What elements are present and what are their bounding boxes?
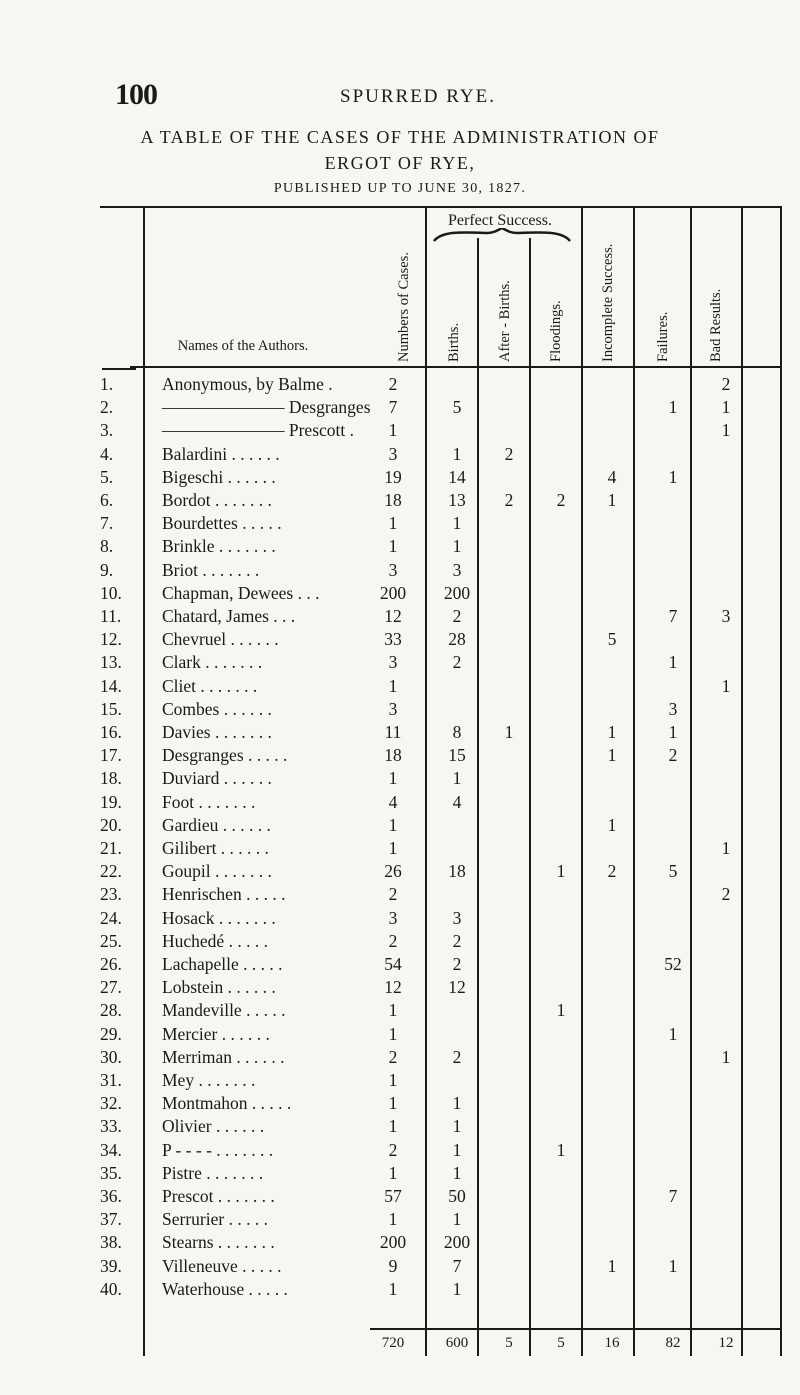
births-value: 8 <box>452 722 462 742</box>
births-value: 2 <box>452 930 462 951</box>
failures-value: 1 <box>668 722 678 742</box>
row-number: 28. <box>100 1000 122 1021</box>
cases-value: 3 <box>388 652 398 673</box>
total-incomplete: 16 <box>604 1335 620 1351</box>
table-row <box>0 814 800 836</box>
births-value: 7 <box>452 1255 462 1276</box>
header-failures: Failures. <box>655 311 671 362</box>
births-value: 2 <box>452 606 462 626</box>
births-value: 1 <box>452 443 462 464</box>
table-row <box>0 628 800 650</box>
author-name: ——————— Desgranges <box>162 397 371 418</box>
table-row <box>0 559 800 581</box>
header-bottom-rule <box>130 366 780 368</box>
header-births: Births. <box>446 322 462 362</box>
births-value: 50 <box>448 1186 466 1206</box>
row-number: 22. <box>100 861 122 882</box>
floodings-value: 1 <box>556 1139 566 1160</box>
cases-value: 1 <box>388 675 398 696</box>
cases-value: 1 <box>388 1070 398 1090</box>
author-name: Waterhouse . . . . . <box>162 1278 288 1299</box>
header-floodings: Floodings. <box>548 300 564 362</box>
births-value: 2 <box>452 1046 462 1067</box>
row-number: 12. <box>100 629 122 650</box>
total-failures: 82 <box>665 1335 681 1351</box>
cases-value: 18 <box>384 490 402 510</box>
table-row <box>0 512 800 534</box>
cases-value: 2 <box>388 1046 398 1067</box>
births-value: 14 <box>448 466 466 487</box>
header-incomplete-success: Incomplete Success. <box>600 243 616 362</box>
cases-value: 19 <box>384 466 402 487</box>
row-number: 20. <box>100 814 122 835</box>
author-name: Bordot . . . . . . . <box>162 490 272 510</box>
author-name: Mey . . . . . . . <box>162 1070 256 1090</box>
cases-value: 9 <box>388 1255 398 1276</box>
bad-results-value: 2 <box>721 374 731 394</box>
cases-value: 18 <box>384 745 402 766</box>
floodings-value: 1 <box>556 1000 566 1021</box>
table-row <box>0 605 800 627</box>
table-top-rule <box>100 206 780 208</box>
cases-value: 7 <box>388 397 398 418</box>
births-value: 3 <box>452 559 462 580</box>
cases-value: 1 <box>388 1162 398 1183</box>
row-number: 37. <box>100 1209 122 1230</box>
row-number: 10. <box>100 582 122 603</box>
bad-results-value: 3 <box>721 606 731 626</box>
table-row <box>0 791 800 813</box>
header-bottom-rule-left <box>102 368 136 370</box>
births-value: 1 <box>452 1162 462 1183</box>
cases-value: 200 <box>379 582 407 603</box>
author-name: Chatard, James . . . <box>162 606 296 626</box>
author-name: Mandeville . . . . . <box>162 1000 286 1021</box>
table-row <box>0 930 800 952</box>
total-cases: 720 <box>381 1335 405 1351</box>
births-value: 28 <box>448 629 466 650</box>
author-name: Briot . . . . . . . <box>162 559 260 580</box>
table-row <box>0 443 800 465</box>
total-floodings: 5 <box>557 1335 565 1351</box>
incomplete-value: 1 <box>607 814 617 835</box>
row-number: 9. <box>100 559 114 580</box>
author-name: Duviard . . . . . . <box>162 768 272 789</box>
author-name: ——————— Prescott . <box>162 420 355 441</box>
table-row <box>0 999 800 1021</box>
row-number: 5. <box>100 466 114 487</box>
bad-results-value: 1 <box>721 397 731 418</box>
author-name: Clark . . . . . . . <box>162 652 263 673</box>
total-births: 600 <box>445 1335 469 1351</box>
cases-value: 1 <box>388 1000 398 1021</box>
row-number: 31. <box>100 1070 122 1090</box>
births-value: 1 <box>452 1209 462 1230</box>
author-name: Bourdettes . . . . . <box>162 513 282 534</box>
table-row <box>0 1069 800 1091</box>
cases-value: 1 <box>388 513 398 534</box>
bad-results-value: 1 <box>721 1046 731 1067</box>
after-births-value: 2 <box>504 490 514 510</box>
row-number: 32. <box>100 1093 122 1114</box>
table-row <box>0 976 800 998</box>
cases-value: 1 <box>388 1278 398 1299</box>
page-number: 100 <box>115 78 157 111</box>
births-value: 1 <box>452 1278 462 1299</box>
row-number: 23. <box>100 884 122 905</box>
births-value: 2 <box>452 954 462 974</box>
cases-value: 3 <box>388 443 398 464</box>
author-name: Combes . . . . . . <box>162 698 272 719</box>
row-number: 38. <box>100 1232 122 1253</box>
row-number: 17. <box>100 745 122 766</box>
cases-value: 1 <box>388 536 398 557</box>
table-row <box>0 651 800 673</box>
cases-value: 12 <box>384 606 402 626</box>
cases-value: 200 <box>379 1232 407 1253</box>
bad-results-value: 1 <box>721 838 731 858</box>
row-number: 25. <box>100 930 122 951</box>
incomplete-value: 1 <box>607 745 617 766</box>
births-value: 3 <box>452 907 462 928</box>
failures-value: 5 <box>668 861 678 882</box>
author-name: Davies . . . . . . . <box>162 722 272 742</box>
row-number: 6. <box>100 490 114 510</box>
row-number: 35. <box>100 1162 122 1183</box>
bad-results-value: 1 <box>721 675 731 696</box>
author-name: Anonymous, by Balme . <box>162 374 333 394</box>
cases-value: 26 <box>384 861 402 882</box>
births-value: 1 <box>452 768 462 789</box>
author-name: Lobstein . . . . . . <box>162 977 276 998</box>
row-number: 19. <box>100 791 122 812</box>
author-name: Hosack . . . . . . . <box>162 907 276 928</box>
table-title: A TABLE OF THE CASES OF THE ADMINISTRATION OF <box>140 127 660 147</box>
author-name: Brinkle . . . . . . . <box>162 536 276 557</box>
births-value: 12 <box>448 977 466 998</box>
running-head: SPURRED RYE. <box>340 86 496 107</box>
table-row <box>0 1255 800 1277</box>
author-name: Lachapelle . . . . . <box>162 954 283 974</box>
incomplete-value: 1 <box>607 490 617 510</box>
births-value: 200 <box>443 1232 471 1253</box>
table-title-line-2: ERGOT OF RYE, <box>324 153 476 173</box>
author-name: Pistre . . . . . . . <box>162 1162 264 1183</box>
floodings-value: 1 <box>556 861 566 882</box>
table-row <box>0 1231 800 1253</box>
row-number: 18. <box>100 768 122 789</box>
author-name: Goupil . . . . . . . <box>162 861 272 882</box>
births-value: 18 <box>448 861 466 882</box>
row-number: 24. <box>100 907 122 928</box>
floodings-value: 2 <box>556 490 566 510</box>
row-number: 7. <box>100 513 114 534</box>
after-births-value: 2 <box>504 443 514 464</box>
author-name: Desgranges . . . . . <box>162 745 288 766</box>
incomplete-value: 1 <box>607 722 617 742</box>
bad-results-value: 1 <box>721 420 731 441</box>
author-name: Huchedé . . . . . <box>162 930 268 951</box>
table-subtitle: PUBLISHED UP TO JUNE 30, 1827. <box>273 181 527 196</box>
cases-value: 4 <box>388 791 398 812</box>
header-after-births: After - Births. <box>497 280 513 362</box>
table-row <box>0 953 800 975</box>
author-name: Serrurier . . . . . <box>162 1209 268 1230</box>
row-number: 16. <box>100 722 122 742</box>
incomplete-value: 5 <box>607 629 617 650</box>
total-bad-results: 12 <box>718 1335 734 1351</box>
table-row <box>0 744 800 766</box>
cases-value: 1 <box>388 1209 398 1230</box>
author-name: Henrischen . . . . . <box>162 884 286 905</box>
cases-value: 2 <box>388 374 398 394</box>
table-row <box>0 1023 800 1045</box>
births-value: 200 <box>443 582 471 603</box>
table-row <box>0 675 800 697</box>
table-row <box>0 582 800 604</box>
table-row <box>0 907 800 929</box>
cases-value: 12 <box>384 977 402 998</box>
failures-value: 1 <box>668 652 678 673</box>
table-row <box>0 767 800 789</box>
author-name: Stearns . . . . . . . <box>162 1232 275 1253</box>
failures-value: 1 <box>668 397 678 418</box>
births-value: 1 <box>452 1093 462 1114</box>
cases-value: 3 <box>388 559 398 580</box>
author-name: Foot . . . . . . . <box>162 791 256 812</box>
author-name: Bigeschi . . . . . . <box>162 466 276 487</box>
failures-value: 1 <box>668 1023 678 1044</box>
row-number: 29. <box>100 1023 122 1044</box>
table-row <box>0 1046 800 1068</box>
cases-value: 54 <box>384 954 402 974</box>
row-number: 1. <box>100 374 114 394</box>
row-number: 2. <box>100 397 114 418</box>
table-row <box>0 1139 800 1161</box>
incomplete-value: 4 <box>607 466 617 487</box>
table-row <box>0 721 800 743</box>
births-value: 4 <box>452 791 462 812</box>
table-row <box>0 860 800 882</box>
failures-value: 3 <box>668 698 678 719</box>
cases-value: 1 <box>388 1023 398 1044</box>
row-number: 27. <box>100 977 122 998</box>
cases-value: 11 <box>384 722 402 742</box>
perfect-success-brace <box>432 228 572 242</box>
births-value: 1 <box>452 536 462 557</box>
cases-value: 57 <box>384 1186 402 1206</box>
births-value: 5 <box>452 397 462 418</box>
author-name: Merriman . . . . . . <box>162 1046 285 1067</box>
table-row <box>0 698 800 720</box>
author-name: Chapman, Dewees . . . <box>162 582 320 603</box>
row-number: 4. <box>100 443 114 464</box>
table-row <box>0 535 800 557</box>
table-row <box>0 466 800 488</box>
row-number: 11. <box>100 606 122 626</box>
header-bad-results: Bad Results. <box>708 288 724 362</box>
table-row <box>0 396 800 418</box>
cases-value: 3 <box>388 698 398 719</box>
births-value: 2 <box>452 652 462 673</box>
author-name: Prescot . . . . . . . <box>162 1186 275 1206</box>
author-name: Chevruel . . . . . . <box>162 629 279 650</box>
table-row <box>0 1092 800 1114</box>
births-value: 1 <box>452 513 462 534</box>
cases-value: 33 <box>384 629 402 650</box>
author-name: Olivier . . . . . . <box>162 1116 265 1137</box>
cases-value: 1 <box>388 420 398 441</box>
author-name: Gilibert . . . . . . <box>162 838 269 858</box>
cases-value: 2 <box>388 884 398 905</box>
header-numbers-of-cases: Numbers of Cases. <box>396 252 412 362</box>
row-number: 26. <box>100 954 122 974</box>
cases-value: 2 <box>388 930 398 951</box>
author-name: Villeneuve . . . . . <box>162 1255 282 1276</box>
table-row <box>0 1162 800 1184</box>
author-name: Gardieu . . . . . . <box>162 814 271 835</box>
failures-value: 2 <box>668 745 678 766</box>
cases-value: 1 <box>388 814 398 835</box>
table-row <box>0 1115 800 1137</box>
bad-results-value: 2 <box>721 884 731 905</box>
failures-value: 7 <box>668 1186 678 1206</box>
cases-value: 1 <box>388 768 398 789</box>
row-number: 34. <box>100 1139 122 1160</box>
row-number: 30. <box>100 1046 122 1067</box>
incomplete-value: 2 <box>607 861 617 882</box>
births-value: 15 <box>448 745 466 766</box>
author-name: Mercier . . . . . . <box>162 1023 270 1044</box>
row-number: 13. <box>100 652 122 673</box>
table-row <box>0 489 800 511</box>
table-row <box>0 373 800 395</box>
cases-value: 1 <box>388 838 398 858</box>
author-name: Balardini . . . . . . <box>162 443 280 464</box>
cases-value: 2 <box>388 1139 398 1160</box>
failures-value: 52 <box>664 954 682 974</box>
cases-value: 3 <box>388 907 398 928</box>
total-after-births: 5 <box>505 1335 513 1351</box>
table-row <box>0 1278 800 1300</box>
births-value: 13 <box>448 490 466 510</box>
table-row <box>0 1185 800 1207</box>
row-number: 14. <box>100 675 122 696</box>
table-row <box>0 837 800 859</box>
incomplete-value: 1 <box>607 1255 617 1276</box>
totals-rule <box>370 1328 780 1330</box>
table-row <box>0 1208 800 1230</box>
table-row <box>0 419 800 441</box>
table-row <box>0 883 800 905</box>
row-number: 39. <box>100 1255 122 1276</box>
totals-row <box>0 1335 800 1355</box>
row-number: 40. <box>100 1278 122 1299</box>
cases-value: 1 <box>388 1116 398 1137</box>
failures-value: 7 <box>668 606 678 626</box>
row-number: 8. <box>100 536 114 557</box>
failures-value: 1 <box>668 1255 678 1276</box>
author-name: Montmahon . . . . . <box>162 1093 292 1114</box>
header-perfect-success: Perfect Success. <box>448 212 552 229</box>
births-value: 1 <box>452 1116 462 1137</box>
row-number: 3. <box>100 420 114 441</box>
author-name: P - - - - . . . . . . . <box>162 1139 274 1160</box>
after-births-value: 1 <box>504 722 514 742</box>
births-value: 1 <box>452 1139 462 1160</box>
author-name: Cliet . . . . . . . <box>162 675 258 696</box>
row-number: 21. <box>100 838 122 858</box>
row-number: 33. <box>100 1116 122 1137</box>
row-number: 15. <box>100 698 122 719</box>
cases-value: 1 <box>388 1093 398 1114</box>
failures-value: 1 <box>668 466 678 487</box>
header-names-of-authors: Names of the Authors. <box>177 338 309 354</box>
row-number: 36. <box>100 1186 122 1206</box>
